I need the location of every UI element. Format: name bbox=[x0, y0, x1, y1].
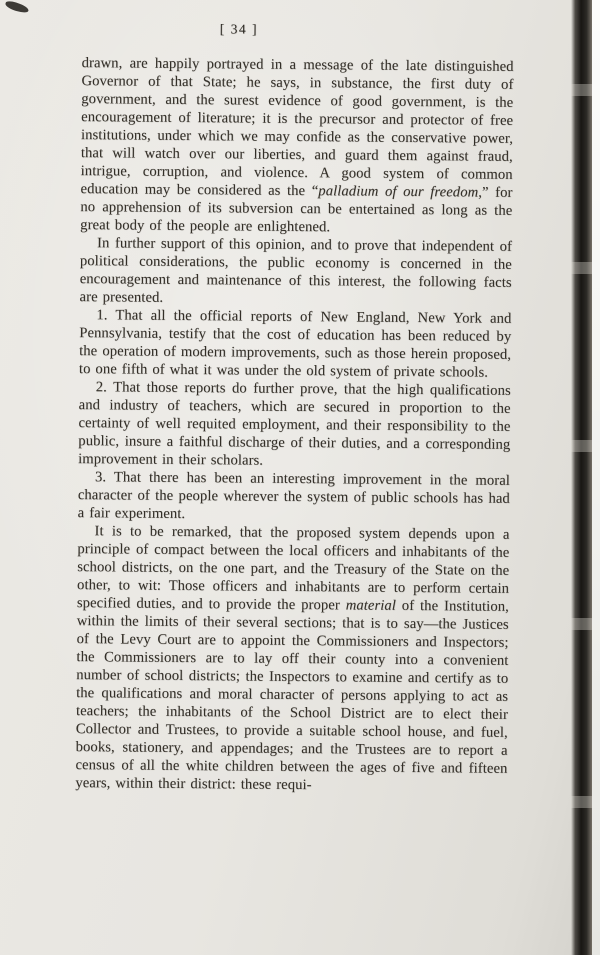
emphasized-word-italic: material bbox=[345, 597, 397, 614]
page-number: [ 34 ] bbox=[219, 21, 259, 37]
quoted-phrase-italic: palladium of our freedom bbox=[318, 183, 479, 201]
scan-smudge-top-left bbox=[4, 0, 29, 14]
paragraph-3-numbered-item-1: 1. That all the official reports of New England, New York and Pennsylvania, testify that the cost of education has been reduced by the operation of modern improvements, such as those herein proposed, to one fifth of what it was under the old system of private schools. bbox=[78, 307, 512, 381]
paragraph-4-numbered-item-2: 2. That those reports do further prove, that the high qualifications and industry of teachers, which are secured in proportion to the certainty of well requited employment, and their responsibility to the public, insure a faithful discharge of their duties, and a corresponding improvement in their scholars. bbox=[78, 379, 511, 469]
paragraph-text: of the Institution, within the limits of their several sections; that is to say—the Justices of the Levy Court are to appoint the Commissioners and Inspectors; the Commissioners are to lay off their county into a convenient number of school districts; the Inspectors to examine and certify as to the qualifications and moral character of persons applying to act as teachers; the inhabitants of the School District are to elect their Collector and Trustees, to provide a suitable school house, and fuel, books, stationery, and appendages; and the Trustees are to report a census of all the white children between the ages of five and fifteen years, within their district: these requi- bbox=[75, 597, 509, 794]
paragraph-2: In further support of this opinion, and to prove that independent of political considerations, the public economy is concerned in the encouragement and maintenance of this interest, the following facts are presented. bbox=[79, 235, 513, 306]
paragraph-6 bbox=[75, 522, 509, 796]
paragraph-text: It is to be remarked, that the proposed system depends upon a principle of compact between the local officers and inhabitants of the school districts, on the one part, and the Treasury of the State on the other, to wit: Those officers and inhabitants are to perform certain specified duties, and to provide the proper bbox=[76, 523, 510, 614]
scan-page-edge bbox=[592, 0, 600, 955]
book-binding-shadow bbox=[571, 0, 592, 955]
paragraph-5-numbered-item-3: 3. That there has been an interesting improvement in the moral character of the people wherever the system of public schools has had a fair experiment. bbox=[77, 469, 511, 523]
paragraph-text: drawn, are happily portrayed in a message of the late distinguished Governor of that State; he says, in substance, the first duty of government, and the surest evidence of good government, is the encouragement of literature; it is the precursor and protector of free institutions, under which we may confide as the conservative power, that will watch over our liberties, and guard them against fraud, intrigue, corruption, and violence. A good system of common education may be considered as the “ bbox=[80, 55, 514, 200]
paragraph-1 bbox=[80, 54, 514, 238]
paragraph-text: ,” for no apprehension of its subversion can be entertained as long as the great body of the people are enlightened. bbox=[80, 184, 513, 236]
page-content bbox=[75, 20, 514, 796]
